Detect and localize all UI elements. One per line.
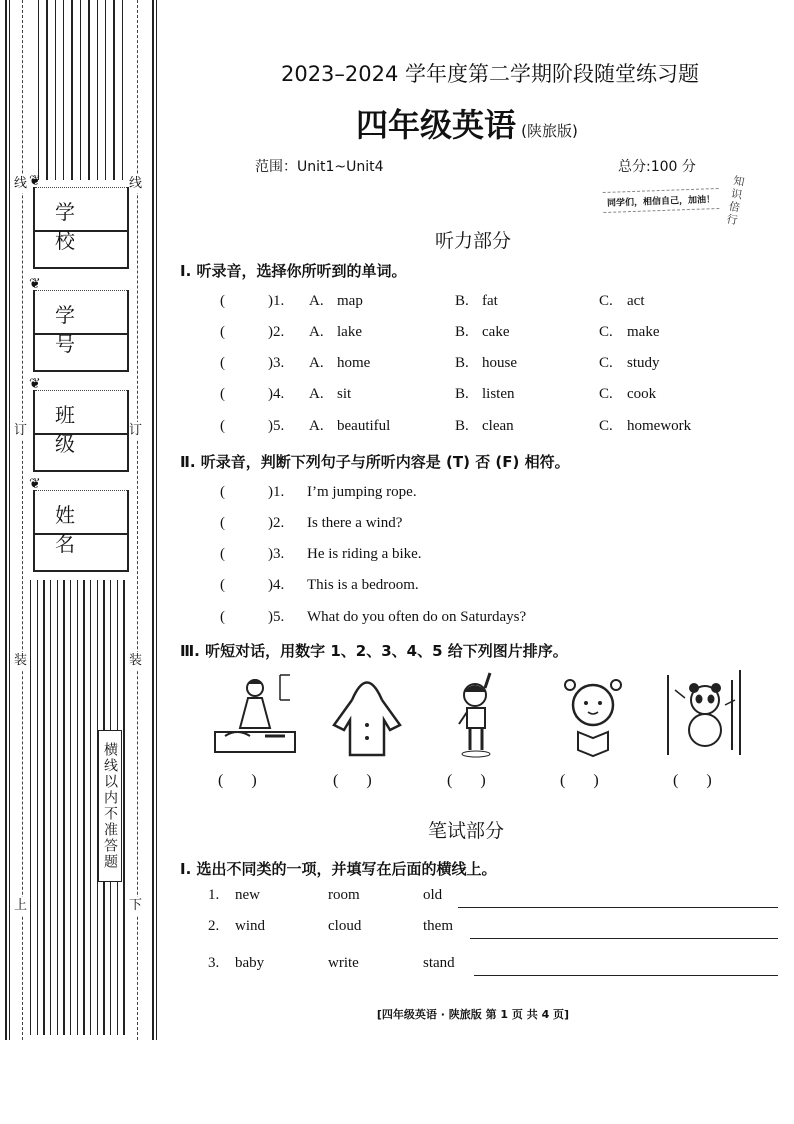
statement: What do you often do on Saturdays? [307,609,527,625]
question-number: 3. [208,955,220,971]
answer-paren[interactable]: ( [220,484,225,500]
question-number: )5. [268,418,285,434]
writing-section-title: 笔试部分 [428,820,505,842]
strip-line [80,0,81,180]
option-c: cook [627,386,657,402]
option-b: cake [482,324,510,340]
class-label: 班 级 [55,403,87,456]
word-1: baby [235,955,265,971]
question-number: )4. [268,386,285,402]
option-c-label: C. [599,324,613,340]
listening-section-title: 听力部分 [435,230,512,252]
question-number: 1. [208,887,220,903]
listening-part2-heading: Ⅱ. 听录音，判断下列句子与所听内容是 (T) 否 (F) 相符。 [180,453,570,471]
answer-line[interactable] [470,938,778,939]
picture-order-blank[interactable]: ( ) [333,772,372,789]
option-a-label: A. [309,418,324,434]
strip-line [70,580,71,1035]
word-3: them [423,918,453,934]
strip-line [43,580,44,1035]
writing-part1-heading: Ⅰ. 选出不同类的一项，并填写在后面的横线上。 [180,860,497,878]
margin-mark-lower: 下 [129,898,143,913]
strip-line [77,580,78,1035]
option-c: homework [627,418,692,434]
statement: This is a bedroom. [307,577,419,593]
listening-part1-heading: Ⅰ. 听录音，选择你所听到的单词。 [180,262,407,280]
option-c-label: C. [599,293,613,309]
option-a-label: A. [309,386,324,402]
option-c: make [627,324,660,340]
girl-reading-picture [548,670,638,760]
strip-line [90,580,91,1035]
option-b: listen [482,386,515,402]
strip-line [88,0,89,180]
question-number: )3. [268,546,285,562]
strip-line [38,0,39,180]
subject-title: 四年级英语 [356,106,517,144]
encouragement-note: 同学们，相信自己，加油！ [603,188,720,213]
option-b: house [482,355,517,371]
option-c-label: C. [599,355,613,371]
class-field[interactable] [29,376,129,472]
margin-mark-seal: 装 [14,653,28,668]
answer-line[interactable] [474,975,778,976]
woman-cooking-picture [210,670,300,760]
question-number: )2. [268,515,285,531]
option-c: act [627,293,645,309]
option-a: map [337,293,363,309]
picture-order-blank[interactable]: ( ) [447,772,486,789]
exam-title: 2023–2024 学年度第二学期阶段随堂练习题 [280,62,700,86]
name-label: 姓 名 [55,503,87,556]
question-number: )2. [268,324,285,340]
total-score: 总分:100 分 [618,159,696,175]
raincoat-picture [322,670,412,760]
student-number-label: 学 号 [55,303,87,356]
picture-order-blank[interactable]: ( ) [673,772,712,789]
scope-label: 范围：Unit1~Unit4 [255,159,384,175]
leaf-icon: ❦ [29,276,41,292]
edition-label: (陕旅版) [521,122,578,140]
question-number: )1. [268,484,285,500]
student-number-field[interactable] [29,276,129,372]
margin-mark-seal-right: 装 [129,653,143,668]
option-c: study [627,355,660,371]
strip-line [50,580,51,1035]
school-field[interactable] [29,173,129,269]
margin-mark-bind: 订 [14,423,28,438]
panda-bamboo-picture [660,670,750,760]
option-b-label: B. [455,324,469,340]
binding-strip [0,0,160,1040]
strip-line [30,580,31,1035]
answer-paren[interactable]: ( [220,546,225,562]
question-number: )4. [268,577,285,593]
answer-paren[interactable]: ( [220,577,225,593]
option-c-label: C. [599,386,613,402]
strip-line [55,0,56,180]
answer-paren[interactable]: ( [220,324,225,340]
option-a: home [337,355,371,371]
strip-line [113,0,114,180]
strip-line [97,0,98,180]
option-c-label: C. [599,418,613,434]
answer-paren[interactable]: ( [220,515,225,531]
option-a-label: A. [309,355,324,371]
margin-mark-line: 线 [14,176,28,191]
option-b-label: B. [455,293,469,309]
margin-mark-bind-right: 订 [129,423,143,438]
answer-paren[interactable]: ( [220,386,225,402]
word-2: room [328,887,360,903]
handwritten-note: 知识 倍行 [725,174,746,228]
strip-line [71,0,72,180]
strip-line [57,580,58,1035]
listening-part3-heading: Ⅲ. 听短对话，用数字 1、2、3、4、5 给下列图片排序。 [180,642,568,660]
strip-line [63,0,64,180]
option-b-label: B. [455,386,469,402]
question-number: )3. [268,355,285,371]
page-footer: [四年级英语 · 陕旅版 第 1 页 共 4 页] [376,1008,570,1021]
option-b: clean [482,418,514,434]
word-3: stand [423,955,455,971]
word-3: old [423,887,443,903]
word-1: new [235,887,260,903]
leaf-icon: ❦ [29,376,41,392]
name-field[interactable] [29,476,129,572]
strip-line [123,580,124,1035]
option-b-label: B. [455,418,469,434]
subject-heading [356,100,578,146]
statement: I’m jumping rope. [307,484,417,500]
margin-mark-line-right: 线 [129,176,143,191]
strip-line [37,580,38,1035]
strip-line [63,580,64,1035]
margin-mark-upper: 上 [14,898,28,913]
boy-stretching-picture [435,670,525,760]
option-a: lake [337,324,362,340]
picture-order-blank[interactable]: ( ) [218,772,257,789]
answer-paren[interactable]: ( [220,355,225,371]
option-b-label: B. [455,355,469,371]
word-2: cloud [328,918,362,934]
no-answer-notice: 横线以内不准答题 [98,730,122,882]
strip-line [105,0,106,180]
school-label: 学 校 [55,200,87,253]
option-a: sit [337,386,352,402]
picture-order-blank[interactable]: ( ) [560,772,599,789]
question-number: )1. [268,293,285,309]
word-1: wind [235,918,265,934]
question-number: 2. [208,918,220,934]
strip-line [122,0,123,180]
answer-paren[interactable]: ( [220,418,225,434]
word-2: write [328,955,359,971]
answer-paren[interactable]: ( [220,293,225,309]
option-a: beautiful [337,418,391,434]
answer-paren[interactable]: ( [220,609,225,625]
leaf-icon: ❦ [29,476,41,492]
strip-line [46,0,47,180]
option-a-label: A. [309,324,324,340]
option-b: fat [482,293,498,309]
statement: Is there a wind? [307,515,403,531]
leaf-icon: ❦ [29,173,41,189]
option-a-label: A. [309,293,324,309]
question-number: )5. [268,609,285,625]
statement: He is riding a bike. [307,546,422,562]
answer-line[interactable] [458,907,778,908]
strip-line [83,580,84,1035]
